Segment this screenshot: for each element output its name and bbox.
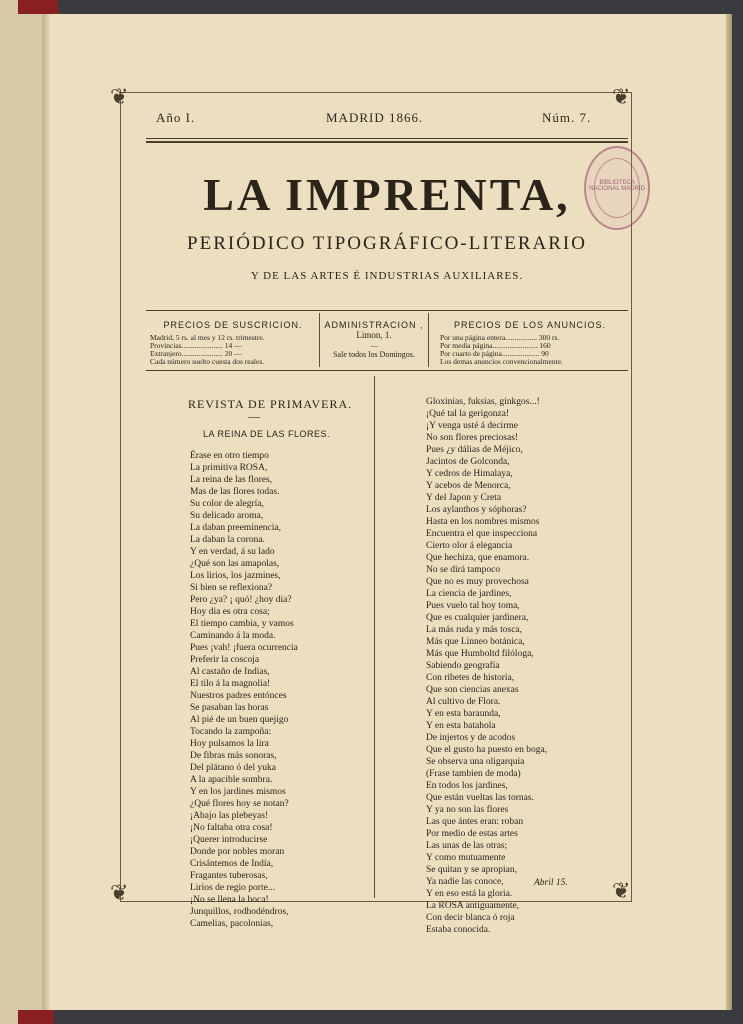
poem-line: ¡No faltaba otra cosa! xyxy=(190,823,273,833)
poem-line: Al pié de un buen quejigo xyxy=(190,715,289,725)
poem-line: Hoy dia es otra cosa; xyxy=(190,607,270,617)
ads-title: PRECIOS DE LOS ANUNCIOS. xyxy=(453,320,607,330)
poem-line: Tocando la zampoña: xyxy=(190,727,272,737)
info-divider-1 xyxy=(319,313,320,367)
poem-line: Érase en otro tiempo xyxy=(190,451,269,461)
administration-box xyxy=(322,320,426,359)
poem-line: Y en eso está la gloria. xyxy=(426,889,513,899)
poem-line: Y en los jardines mismos xyxy=(190,787,286,797)
ads-line: Por cuarto de página.................... 90 xyxy=(440,349,549,358)
info-rule-bottom xyxy=(146,370,628,371)
poem-line: Los lirios, los jazmines, xyxy=(190,571,281,581)
year-label: Año I. xyxy=(156,110,196,125)
header-rule-2 xyxy=(146,141,628,143)
poem-line: Cierto olor á elegancia xyxy=(426,541,513,551)
poem-line: Las unas de las otras; xyxy=(426,841,508,851)
poem-line: Por medio de estas artes xyxy=(426,829,518,839)
subscription-line: Provincias...................... 14 — xyxy=(150,341,242,350)
section-title: REVISTA DE PRIMAVERA. xyxy=(188,397,353,411)
poem-title: LA REINA DE LAS FLORES. xyxy=(203,429,331,439)
masthead-subtitle: PERIÓDICO TIPOGRÁFICO-LITERARIO xyxy=(187,233,587,254)
poem-line: La primitiva ROSA, xyxy=(190,463,268,473)
info-rule-top xyxy=(146,310,628,311)
poem-line: Las que ántes eran: roban xyxy=(426,817,524,827)
poem-line: Pues ¿y dálias de Méjico, xyxy=(426,445,523,455)
poem-line: Fragantes tuberosas, xyxy=(190,871,268,881)
masthead-tagline: Y DE LAS ARTES É INDUSTRIAS AUXILIARES. xyxy=(250,270,524,282)
poem-line: ¿Qué son las amapolas, xyxy=(190,559,280,569)
poem-line: Los aylanthos y sóphoras? xyxy=(426,505,527,515)
poem-line: Que el gusto ha puesto en boga, xyxy=(426,745,548,755)
poem-line: Se observa una oligarquía xyxy=(426,757,525,767)
poem-line: (Frase tambien de moda) xyxy=(426,769,521,779)
poem-line: Si bien se reflexiona? xyxy=(190,583,273,593)
poem-line: Nuestros padres entónces xyxy=(190,691,287,701)
section-separator: — xyxy=(248,409,260,423)
poem-line: ¡No se llena la boca! xyxy=(190,895,269,905)
poem-line: Preferir la coscoja xyxy=(190,655,260,665)
poem-line: Y en esta baraunda, xyxy=(426,709,501,719)
poem-line: La más ruda y más tosca, xyxy=(426,625,523,635)
poem-line: Y en esta batahola xyxy=(426,721,496,731)
ads-lines xyxy=(440,334,620,366)
stamp-text: BIBLIOTECA NACIONAL MADRID xyxy=(589,180,645,192)
poem-line: El tilo á la magnolia! xyxy=(190,679,271,689)
info-divider-2 xyxy=(428,313,429,367)
ads-line: Por una página entera................. 300 rs. xyxy=(440,333,560,342)
poem-line: Sabiendo geografía xyxy=(426,661,500,671)
poem-line: La daban preeminencia, xyxy=(190,523,281,533)
poem-line: Pues vuelo tal hoy toma, xyxy=(426,601,520,611)
poem-line: Camelias, pacolonias, xyxy=(190,919,274,929)
column-divider xyxy=(374,376,375,898)
poem-line: A la apacible sombra. xyxy=(190,775,273,785)
poem-line: Lirios de regio porte... xyxy=(190,883,275,893)
poem-line: Que son ciencias anexas xyxy=(426,685,519,695)
ads-box xyxy=(440,320,620,366)
poem-line: Hasta en los nombres mismos xyxy=(426,517,540,527)
corner-ornament-bottom-left: ❦ xyxy=(110,880,129,905)
article-signature: Abril 15. xyxy=(534,878,568,888)
poem-line: Se quitan y se apropian, xyxy=(426,865,518,875)
poem-line: No se dirá tampoco xyxy=(426,565,501,575)
poem-line: El tiempo cambia, y vamos xyxy=(190,619,294,629)
library-stamp xyxy=(584,146,650,230)
header-rule-1 xyxy=(146,138,628,139)
administration-title: ADMINISTRACION , xyxy=(324,320,424,330)
poem-line: Gloxinias, fuksias, ginkgos...! xyxy=(426,397,540,407)
poem-line: Junquillos, rodhodéndros, xyxy=(190,907,289,917)
poem-line: ¡Querer introducirse xyxy=(190,835,268,845)
corner-ornament-top-left: ❦ xyxy=(110,84,129,109)
poem-line: De injertos y de acodos xyxy=(426,733,516,743)
subscription-line: Cada número suelto cuesta dos reales. xyxy=(150,357,265,366)
poem-line: La ROSA antiguamente, xyxy=(426,901,520,911)
administration-note: Sale todos los Domingos. xyxy=(333,350,415,359)
poem-line: Con ribetes de historia, xyxy=(426,673,515,683)
subscription-line: Madrid, 5 rs. al mes y 12 rs. trimestre. xyxy=(150,333,265,342)
poem-line: Su color de alegría, xyxy=(190,499,264,509)
poem-line: Encuentra el que inspecciona xyxy=(426,529,538,539)
issue-number: Núm. 7. xyxy=(542,110,592,125)
poem-line: Jacintos de Golconda, xyxy=(426,457,510,467)
poem-line: Y en verdad, á su lado xyxy=(190,547,275,557)
poem-line: ¿Qué flores hoy se notan? xyxy=(190,799,289,809)
masthead-title: LA IMPRENTA, xyxy=(203,169,571,220)
poem-line: Caminando á la moda. xyxy=(190,631,276,641)
ads-line: Los demas anuncios convencionalmente. xyxy=(440,357,563,366)
poem-line: Más que Linneo botánica, xyxy=(426,637,525,647)
poem-line: ¡Abajo las plebeyas! xyxy=(190,811,269,821)
poem-line: La daban la corona. xyxy=(190,535,265,545)
poem-line: Del plátano ó del yuka xyxy=(190,763,277,773)
poem-line: Hoy pulsamos la lira xyxy=(190,739,269,749)
poem-line: Que es cualquier jardinera, xyxy=(426,613,529,623)
book-spine xyxy=(42,0,50,1024)
poem-line: Que no es muy provechosa xyxy=(426,577,529,587)
poem-line: Ya nadie las conoce, xyxy=(426,877,504,887)
poem-line: ¡Y venga usté á decirme xyxy=(426,421,518,431)
poem-line: Mas de las flores todas. xyxy=(190,487,280,497)
poem-line: ¡Qué tal la gerigonza! xyxy=(426,409,510,419)
poem-line: No son flores preciosas! xyxy=(426,433,519,443)
poem-line: Que hechiza, que enamora. xyxy=(426,553,530,563)
corner-ornament-bottom-right: ❦ xyxy=(612,878,631,903)
poem-line: Con decir blanca ó roja xyxy=(426,913,515,923)
poem-line: Al castaño de Indias, xyxy=(190,667,270,677)
poem-line: Y como mutuamente xyxy=(426,853,506,863)
poem-line: La reina de las flores, xyxy=(190,475,273,485)
poem-left-column xyxy=(190,450,370,930)
poem-line: La ciencia de jardines, xyxy=(426,589,512,599)
poem-line: Al cultivo de Flora. xyxy=(426,697,501,707)
ads-line: Por media página........................ 160 xyxy=(440,341,551,350)
poem-line: Más que Humboltd filóloga, xyxy=(426,649,534,659)
poem-line: Y cedros de Himalaya, xyxy=(426,469,513,479)
poem-line: Y del Japon y Creta xyxy=(426,493,502,503)
administration-dash: — xyxy=(370,341,378,350)
subscription-box xyxy=(150,320,316,366)
corner-ornament-top-right: ❦ xyxy=(612,84,631,109)
poem-line: Crisántemos de Indía, xyxy=(190,859,274,869)
poem-line: Su delicado aroma, xyxy=(190,511,264,521)
subscription-lines xyxy=(150,334,316,366)
poem-line: Y acebos de Menorca, xyxy=(426,481,511,491)
poem-line: Y ya no son las flores xyxy=(426,805,509,815)
poem-line: De fibras más sonoras, xyxy=(190,751,277,761)
poem-right-column xyxy=(426,396,616,936)
poem-line: En todos los jardines, xyxy=(426,781,508,791)
place-date: MADRID 1866. xyxy=(326,110,424,125)
binding-mark-top xyxy=(18,0,58,14)
subscription-title: PRECIOS DE SUSCRICION. xyxy=(163,320,303,330)
binding-mark-bottom xyxy=(18,1010,54,1024)
poem-line: Pero ¿ya? ¡ quó! ¿hoy dia? xyxy=(190,595,292,605)
poem-line: Donde por nobles moran xyxy=(190,847,285,857)
poem-line: Estaba conocida. xyxy=(426,925,491,935)
poem-line: Pues ¡vah! ¡fuera ocurrencia xyxy=(190,643,298,653)
administration-address: Limon, 1. xyxy=(356,330,392,340)
poem-line: Que están vueltas las tornas. xyxy=(426,793,534,803)
poem-line: Se pasaban las horas xyxy=(190,703,269,713)
subscription-line: Extranjero...................... 20 — xyxy=(150,349,242,358)
